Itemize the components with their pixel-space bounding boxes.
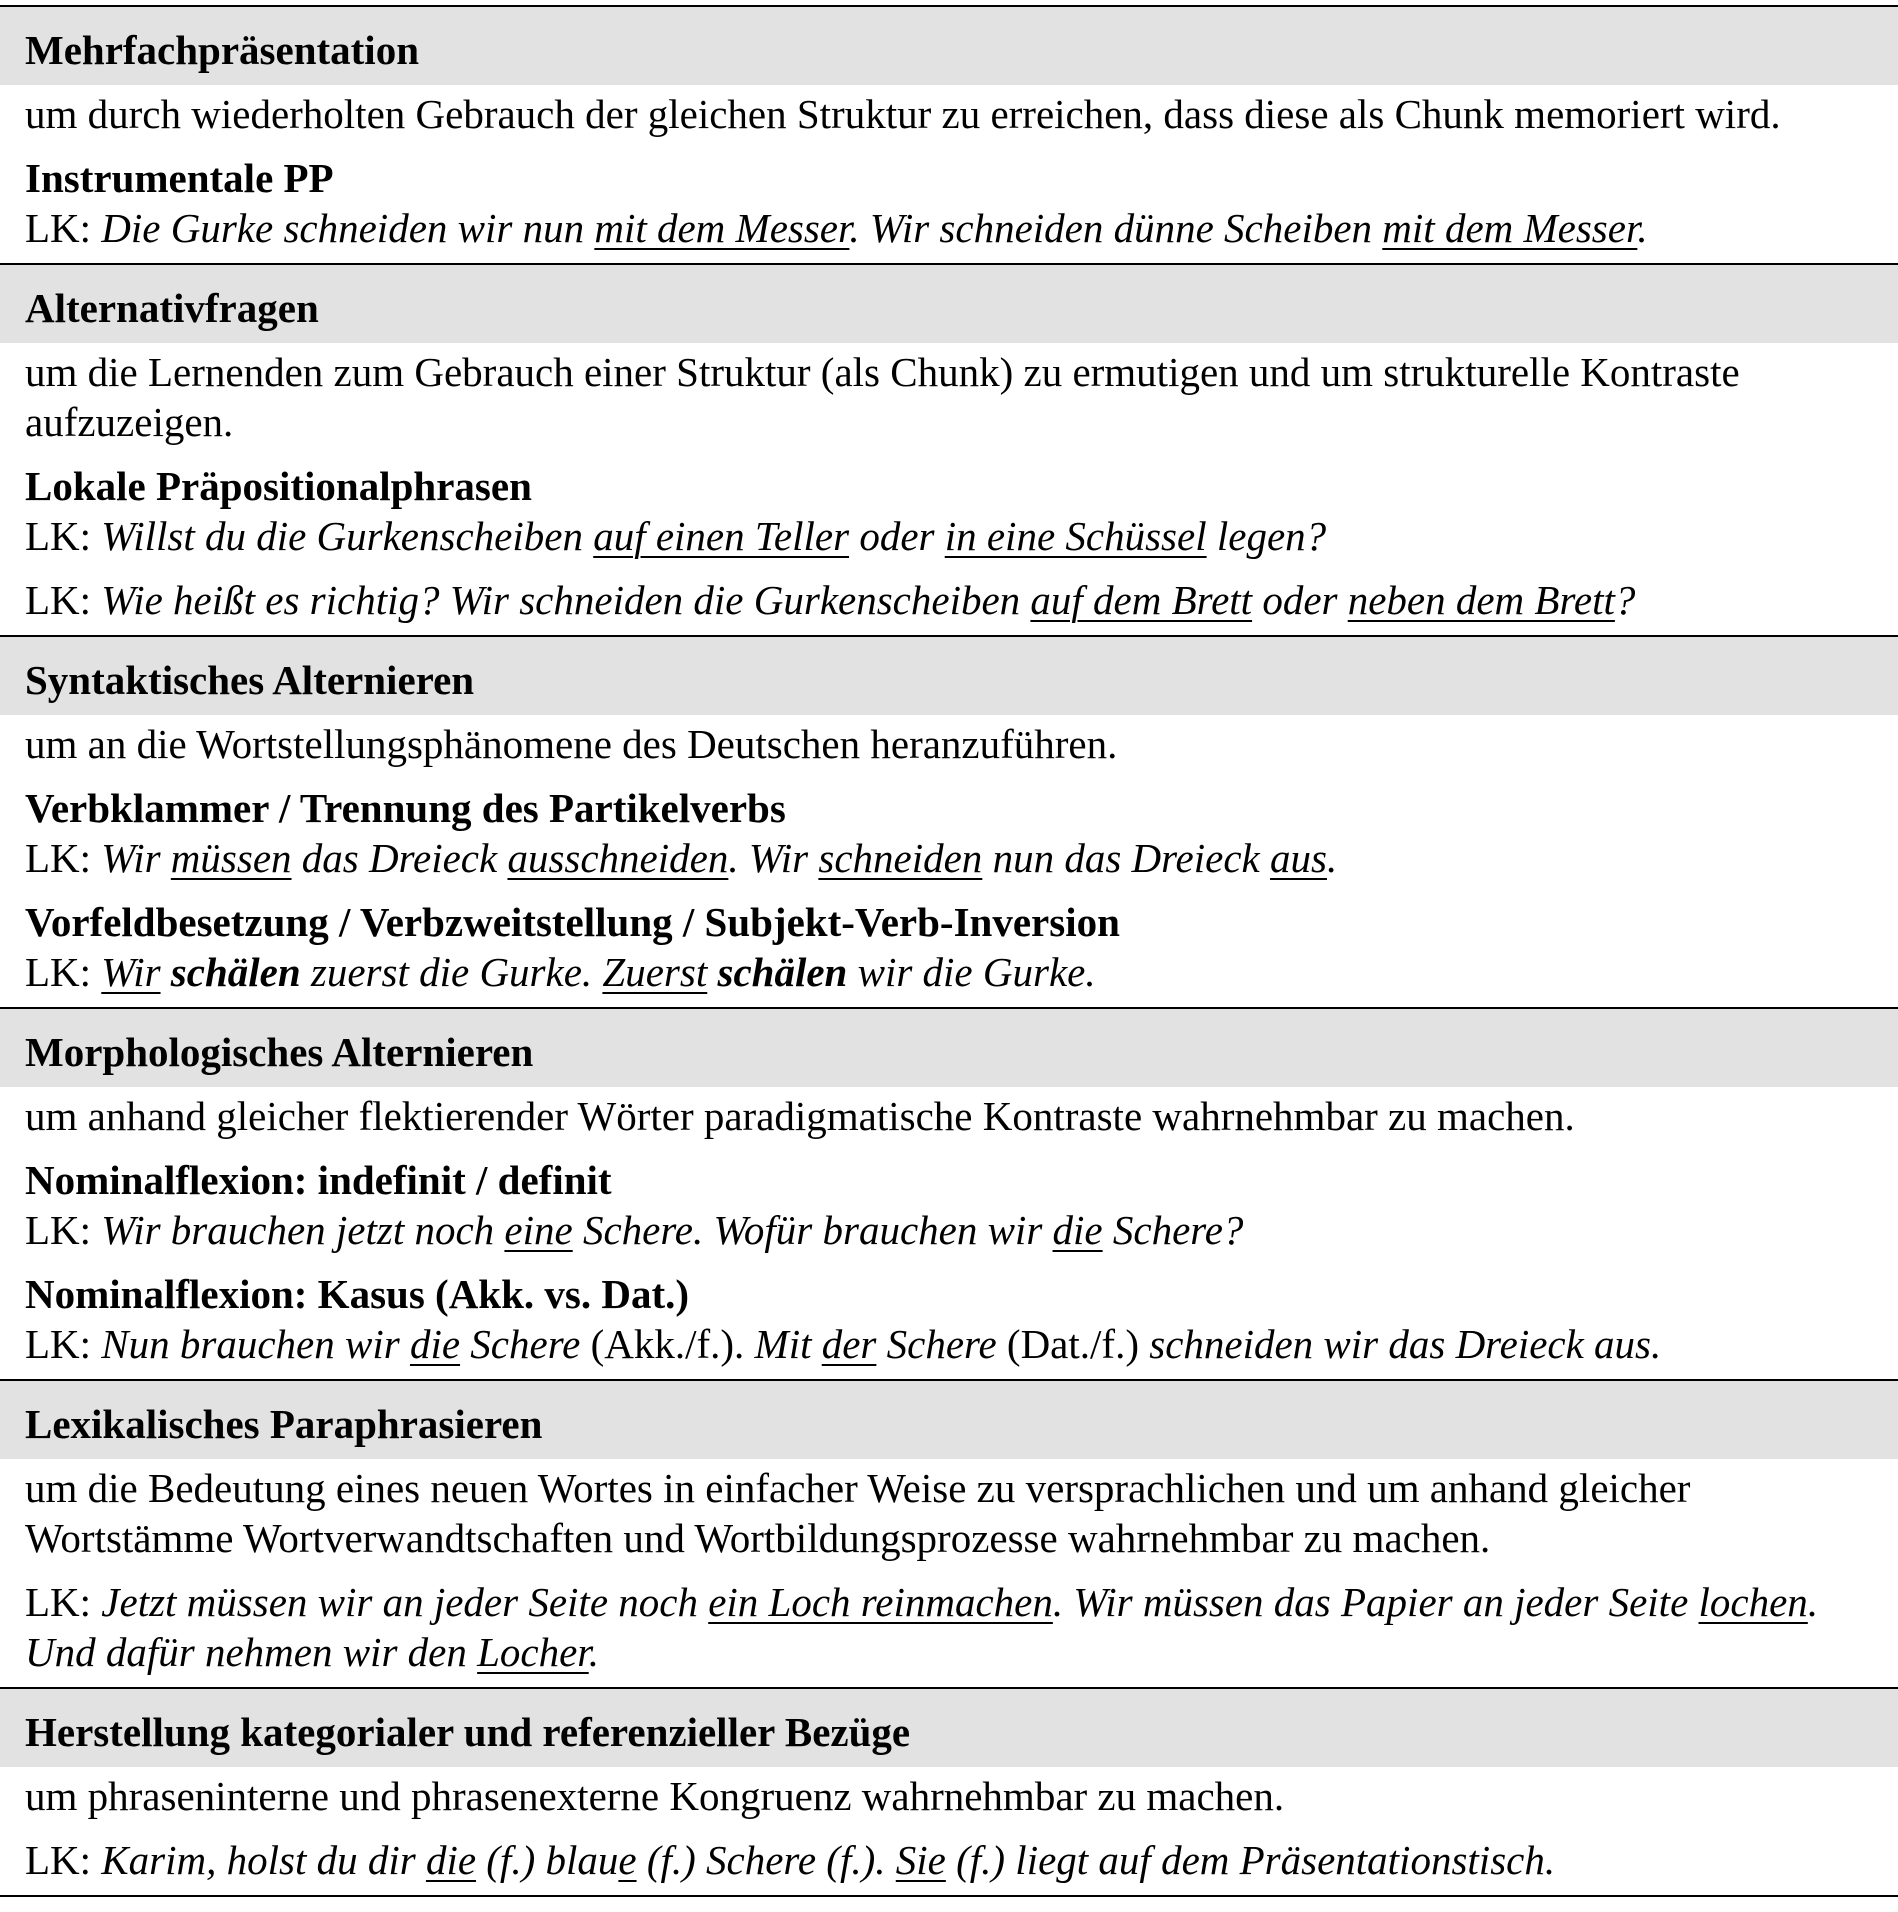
section-body — [0, 343, 1898, 635]
text-run: Karim, holst du dir — [101, 1837, 426, 1883]
text-run: ? — [1614, 577, 1636, 623]
underlined-text: ausschneiden — [507, 835, 729, 881]
underlined-text: der — [821, 1321, 877, 1367]
paragraph — [25, 1771, 1873, 1821]
section — [0, 1381, 1898, 1689]
bold-text: schälen — [717, 949, 848, 995]
underlined-text: mit dem Messer — [594, 205, 850, 251]
paragraph — [25, 719, 1873, 769]
underlined-text: in eine Schüssel — [944, 513, 1207, 559]
paragraph — [25, 833, 1873, 883]
underlined-text: müssen — [170, 835, 292, 881]
text-run: Jetzt müssen wir an jeder Seite noch — [101, 1579, 709, 1625]
text-run: Schere — [876, 1321, 997, 1367]
example-label — [25, 1269, 1873, 1319]
section-body — [0, 1087, 1898, 1379]
text-run: LK: — [25, 949, 102, 995]
text-run: um die Lernenden zum Gebrauch einer Struktur (als Chunk) zu ermutigen und um strukturelle Kontraste aufzuzeigen. — [25, 349, 1740, 445]
text-run: LK: — [25, 205, 102, 251]
text-run: Wir — [101, 835, 171, 881]
text-run: Nominalflexion: Kasus (Akk. vs. Dat.) — [25, 1271, 690, 1317]
section-title: Morphologisches Alternieren — [0, 1009, 1898, 1087]
underlined-text: mit dem Messer — [1382, 205, 1638, 251]
text-run: . — [1326, 835, 1338, 881]
paragraph — [25, 203, 1873, 253]
text-run: Schere — [460, 1321, 581, 1367]
underlined-text: auf dem Brett — [1030, 577, 1253, 623]
bold-text: schälen — [170, 949, 301, 995]
text-run: um anhand gleicher flektierender Wörter paradigmatische Kontraste wahrnehmbar zu machen. — [25, 1093, 1575, 1139]
text-run: Nun brauchen wir — [101, 1321, 410, 1367]
text-run: Willst du die Gurkenscheiben — [101, 513, 594, 559]
underlined-text: Sie — [895, 1837, 946, 1883]
document-table — [0, 5, 1898, 1897]
underlined-text: schneiden — [818, 835, 983, 881]
underlined-text: Wir — [101, 949, 161, 995]
paragraph — [25, 1091, 1873, 1141]
text-run: (f.) Schere (f.). — [636, 1837, 896, 1883]
text-run: Die Gurke schneiden wir nun — [101, 205, 595, 251]
text-run: LK: — [25, 1579, 102, 1625]
section-body — [0, 715, 1898, 1007]
section-body — [0, 85, 1898, 263]
text-run: Lokale Präpositionalphrasen — [25, 463, 532, 509]
paragraph — [25, 1319, 1873, 1369]
underlined-text: die — [409, 1321, 461, 1367]
example-label — [25, 783, 1873, 833]
text-run: (f.) blau — [476, 1837, 619, 1883]
underlined-text: ein Loch reinmachen — [708, 1579, 1053, 1625]
example-label — [25, 461, 1873, 511]
text-run: oder — [1252, 577, 1348, 623]
text-run: . Wir — [728, 835, 819, 881]
underlined-text: lochen — [1698, 1579, 1808, 1625]
text-run: nun das Dreieck — [982, 835, 1270, 881]
text-run: (Dat./f.) — [996, 1321, 1150, 1367]
text-run: Instrumentale PP — [25, 155, 334, 201]
text-run: . Wir müssen das Papier an jeder Seite — [1052, 1579, 1699, 1625]
text-run: um die Bedeutung eines neuen Wortes in einfacher Weise zu versprachlichen und um anhand gleicher Wortstämme Wortverwandtschaften und Wortbildungsprozesse wahrnehmbar zu machen. — [25, 1465, 1691, 1561]
section — [0, 1009, 1898, 1381]
text-run — [161, 949, 171, 995]
text-run: LK: — [25, 1207, 102, 1253]
text-run: um durch wiederholten Gebrauch der gleichen Struktur zu erreichen, dass diese als Chunk memoriert wird. — [25, 91, 1781, 137]
text-run: zuerst die Gurke. — [300, 949, 603, 995]
paragraph — [25, 1835, 1873, 1885]
text-run: (f.) liegt auf dem Präsentationstisch. — [945, 1837, 1556, 1883]
section-title: Mehrfachpräsentation — [0, 7, 1898, 85]
underlined-text: aus — [1270, 835, 1327, 881]
section-body — [0, 1767, 1898, 1895]
paragraph — [25, 1577, 1873, 1677]
text-run: Wie heißt es richtig? Wir schneiden die Gurkenscheiben — [101, 577, 1031, 623]
paragraph — [25, 1463, 1873, 1563]
text-run: oder — [849, 513, 945, 559]
text-run: LK: — [25, 1837, 102, 1883]
text-run: Schere? — [1102, 1207, 1244, 1253]
example-label — [25, 1155, 1873, 1205]
paragraph — [25, 89, 1873, 139]
text-run: LK: — [25, 1321, 102, 1367]
text-run — [707, 949, 717, 995]
underlined-text: auf einen Teller — [593, 513, 850, 559]
underlined-text: e — [618, 1837, 637, 1883]
section-title: Lexikalisches Paraphrasieren — [0, 1381, 1898, 1459]
text-run: . — [588, 1629, 599, 1675]
text-run: schneiden wir das Dreieck aus. — [1149, 1321, 1662, 1367]
text-run: LK: — [25, 513, 102, 559]
text-run: Nominalflexion: indefinit / definit — [25, 1157, 612, 1203]
text-run: Schere. Wofür brauchen wir — [572, 1207, 1053, 1253]
text-run: (Akk./f.). — [580, 1321, 755, 1367]
underlined-text: die — [1052, 1207, 1103, 1253]
section — [0, 1689, 1898, 1897]
section — [0, 637, 1898, 1009]
text-run: LK: — [25, 577, 102, 623]
paragraph — [25, 947, 1873, 997]
text-run: . — [1637, 205, 1648, 251]
example-label — [25, 897, 1873, 947]
text-run: um phraseninterne und phrasenexterne Kongruenz wahrnehmbar zu machen. — [25, 1773, 1285, 1819]
paragraph — [25, 347, 1873, 447]
underlined-text: neben dem Brett — [1347, 577, 1615, 623]
text-run: wir die Gurke. — [847, 949, 1096, 995]
text-run: legen? — [1206, 513, 1327, 559]
text-run: . Und dafür nehmen wir den — [25, 1579, 1819, 1675]
paragraph — [25, 511, 1873, 561]
text-run: . Wir schneiden dünne Scheiben — [849, 205, 1383, 251]
underlined-text: Zuerst — [602, 949, 708, 995]
underlined-text: die — [425, 1837, 477, 1883]
section — [0, 7, 1898, 265]
underlined-text: Locher — [477, 1629, 589, 1675]
underlined-text: eine — [504, 1207, 573, 1253]
section-title: Alternativfragen — [0, 265, 1898, 343]
text-run: Vorfeldbesetzung / Verbzweitstellung / Subjekt-Verb-Inversion — [25, 899, 1120, 945]
section — [0, 265, 1898, 637]
section-title: Syntaktisches Alternieren — [0, 637, 1898, 715]
text-run: Verbklammer / Trennung des Partikelverbs — [25, 785, 786, 831]
text-run: um an die Wortstellungsphänomene des Deutschen heranzuführen. — [25, 721, 1118, 767]
text-run: das Dreieck — [291, 835, 508, 881]
paragraph — [25, 575, 1873, 625]
example-label — [25, 153, 1873, 203]
text-run: Wir brauchen jetzt noch — [101, 1207, 505, 1253]
section-body — [0, 1459, 1898, 1687]
text-run: Mit — [754, 1321, 822, 1367]
section-title: Herstellung kategorialer und referenzieller Bezüge — [0, 1689, 1898, 1767]
paragraph — [25, 1205, 1873, 1255]
text-run: LK: — [25, 835, 102, 881]
